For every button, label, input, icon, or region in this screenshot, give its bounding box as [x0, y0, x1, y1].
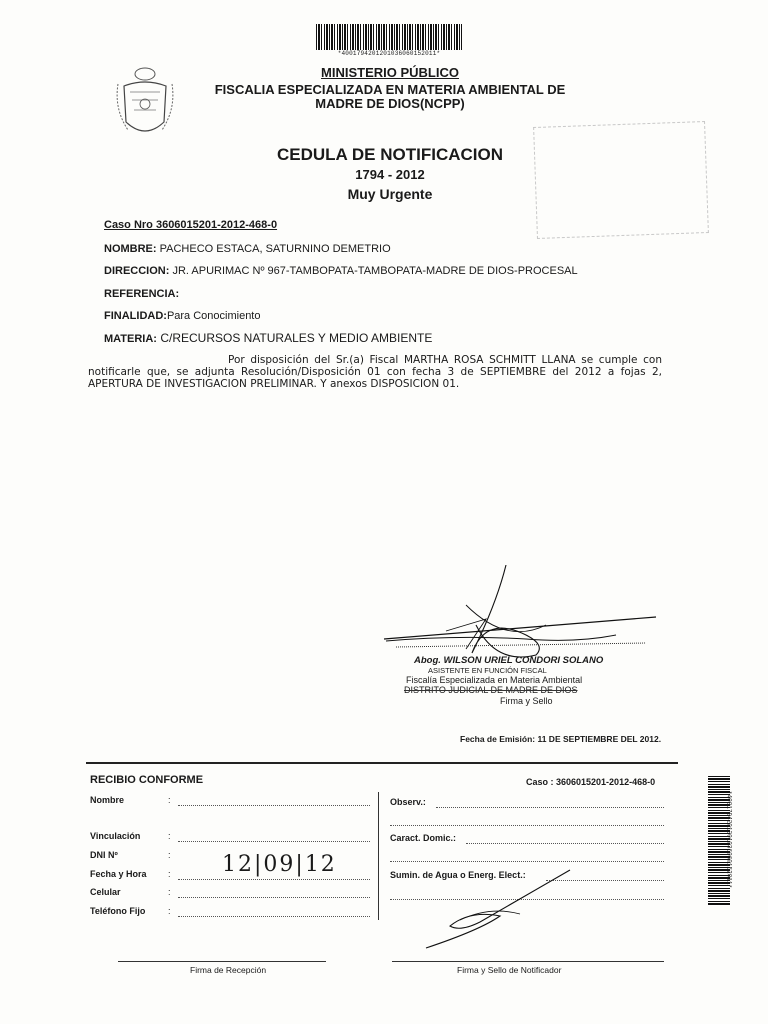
- signature-block: [398, 655, 658, 695]
- receipt-label-telefono: Teléfono Fijo: [90, 906, 146, 916]
- vinculacion-field[interactable]: [178, 841, 370, 842]
- observ-field[interactable]: [436, 807, 664, 808]
- receipt-label-vinculacion: Vinculación: [90, 831, 141, 841]
- caract-domic-field-line2[interactable]: [390, 861, 664, 862]
- field-direccion-label: DIRECCION:: [104, 265, 170, 277]
- barcode-top: [316, 24, 462, 50]
- signer-office: Fiscalía Especializada en Materia Ambiental: [406, 675, 583, 685]
- field-finalidad-label: FINALIDAD:: [104, 310, 167, 322]
- colon: :: [168, 795, 171, 805]
- coat-of-arms-seal-icon: [110, 64, 180, 146]
- field-nombre-label: NOMBRE:: [104, 243, 157, 255]
- colon: :: [168, 887, 171, 897]
- ministry-title: MINISTERIO PÚBLICO: [321, 65, 459, 80]
- firma-y-sello-label: Firma y Sello: [500, 696, 553, 706]
- receipt-column-divider: [378, 792, 379, 920]
- receipt-label-nombre: Nombre: [90, 795, 125, 805]
- section-divider: [86, 762, 678, 764]
- receipt-case-number: Caso : 3606015201-2012-468-0: [526, 777, 656, 787]
- colon: :: [168, 869, 171, 879]
- urgency-label: Muy Urgente: [347, 186, 433, 202]
- celular-field[interactable]: [178, 897, 370, 898]
- signer-district: DISTRITO JUDICIAL DE MADRE DE DIOS: [404, 685, 578, 695]
- firma-notificador-line: [392, 961, 664, 962]
- fiscalia-title: FISCALIA ESPECIALIZADA EN MATERIA AMBIENTAL DE: [214, 82, 566, 97]
- field-finalidad: [104, 310, 261, 322]
- case-number: Caso Nro 3606015201-2012-468-0: [104, 219, 278, 231]
- recibio-conforme-title: RECIBIO CONFORME: [90, 774, 204, 786]
- fiscalia-title-cont: MADRE DE DIOS(NCPP): [315, 96, 465, 111]
- notifier-signature-scribble: [420, 866, 580, 956]
- field-direccion-value: JR. APURIMAC Nº 967-TAMBOPATA-TAMBOPATA-MADRE DE DIOS-PROCESAL: [172, 265, 578, 277]
- receipt-label-observ: Observ.:: [390, 797, 426, 807]
- document-number: 1794 - 2012: [355, 167, 425, 182]
- field-finalidad-value: Para Conocimiento: [166, 310, 261, 322]
- document-title: CEDULA DE NOTIFICACION: [276, 145, 504, 164]
- nombre-field[interactable]: [178, 805, 370, 806]
- signer-role: ASISTENTE EN FUNCIÓN FISCAL: [428, 666, 547, 675]
- colon: :: [168, 831, 171, 841]
- receipt-label-celular: Celular: [90, 887, 121, 897]
- caract-domic-field[interactable]: [466, 843, 664, 844]
- receipt-label-dni: DNI Nº: [90, 850, 118, 860]
- handwritten-date: 12|09|12: [222, 852, 337, 877]
- field-referencia: [104, 288, 179, 300]
- field-referencia-label: REFERENCIA:: [104, 288, 180, 300]
- field-materia: [104, 331, 432, 345]
- fecha-emision: Fecha de Emisión: 11 DE SEPTIEMBRE DEL 2012.: [460, 734, 662, 744]
- observ-field-line2[interactable]: [390, 825, 664, 826]
- barcode-side-number: *4001794201201036060152011*: [725, 790, 733, 889]
- notification-body: Por disposición del Sr.(a) Fiscal MARTHA ROSA SCHMITT LLANA se cumple con notificarle que, se adjunta Resolución/Disposición 01 con fecha 3 de SEPTIEMBRE del 2012 a fojas 2, APERTURA DE INVESTIGACION PRELIMINAR. Y anexos DISPOSICION 01.: [88, 354, 662, 390]
- signer-name: Abog. WILSON URIEL CONDORI SOLANO: [414, 655, 604, 666]
- receipt-label-suministro: Sumin. de Agua o Energ. Elect.:: [390, 870, 526, 880]
- field-direccion: [104, 265, 578, 277]
- firma-recepcion-label: Firma de Recepción: [190, 965, 267, 975]
- field-materia-label: MATERIA:: [104, 333, 157, 345]
- colon: :: [168, 850, 171, 860]
- telefono-field[interactable]: [178, 916, 370, 917]
- firma-recepcion-line: [118, 961, 326, 962]
- field-nombre-value: PACHECO ESTACA, SATURNINO DEMETRIO: [159, 243, 391, 255]
- receipt-label-caract-domic: Caract. Domic.:: [390, 833, 457, 843]
- firma-notificador-label: Firma y Sello de Notificador: [457, 965, 562, 975]
- barcode-top-number: *4001794201201036060152011*: [337, 50, 441, 57]
- field-materia-value: C/RECURSOS NATURALES Y MEDIO AMBIENTE: [160, 331, 433, 345]
- fecha-hora-field[interactable]: [178, 879, 370, 880]
- colon: :: [168, 906, 171, 916]
- receipt-label-fecha-hora: Fecha y Hora: [90, 869, 147, 879]
- field-nombre: [104, 243, 391, 255]
